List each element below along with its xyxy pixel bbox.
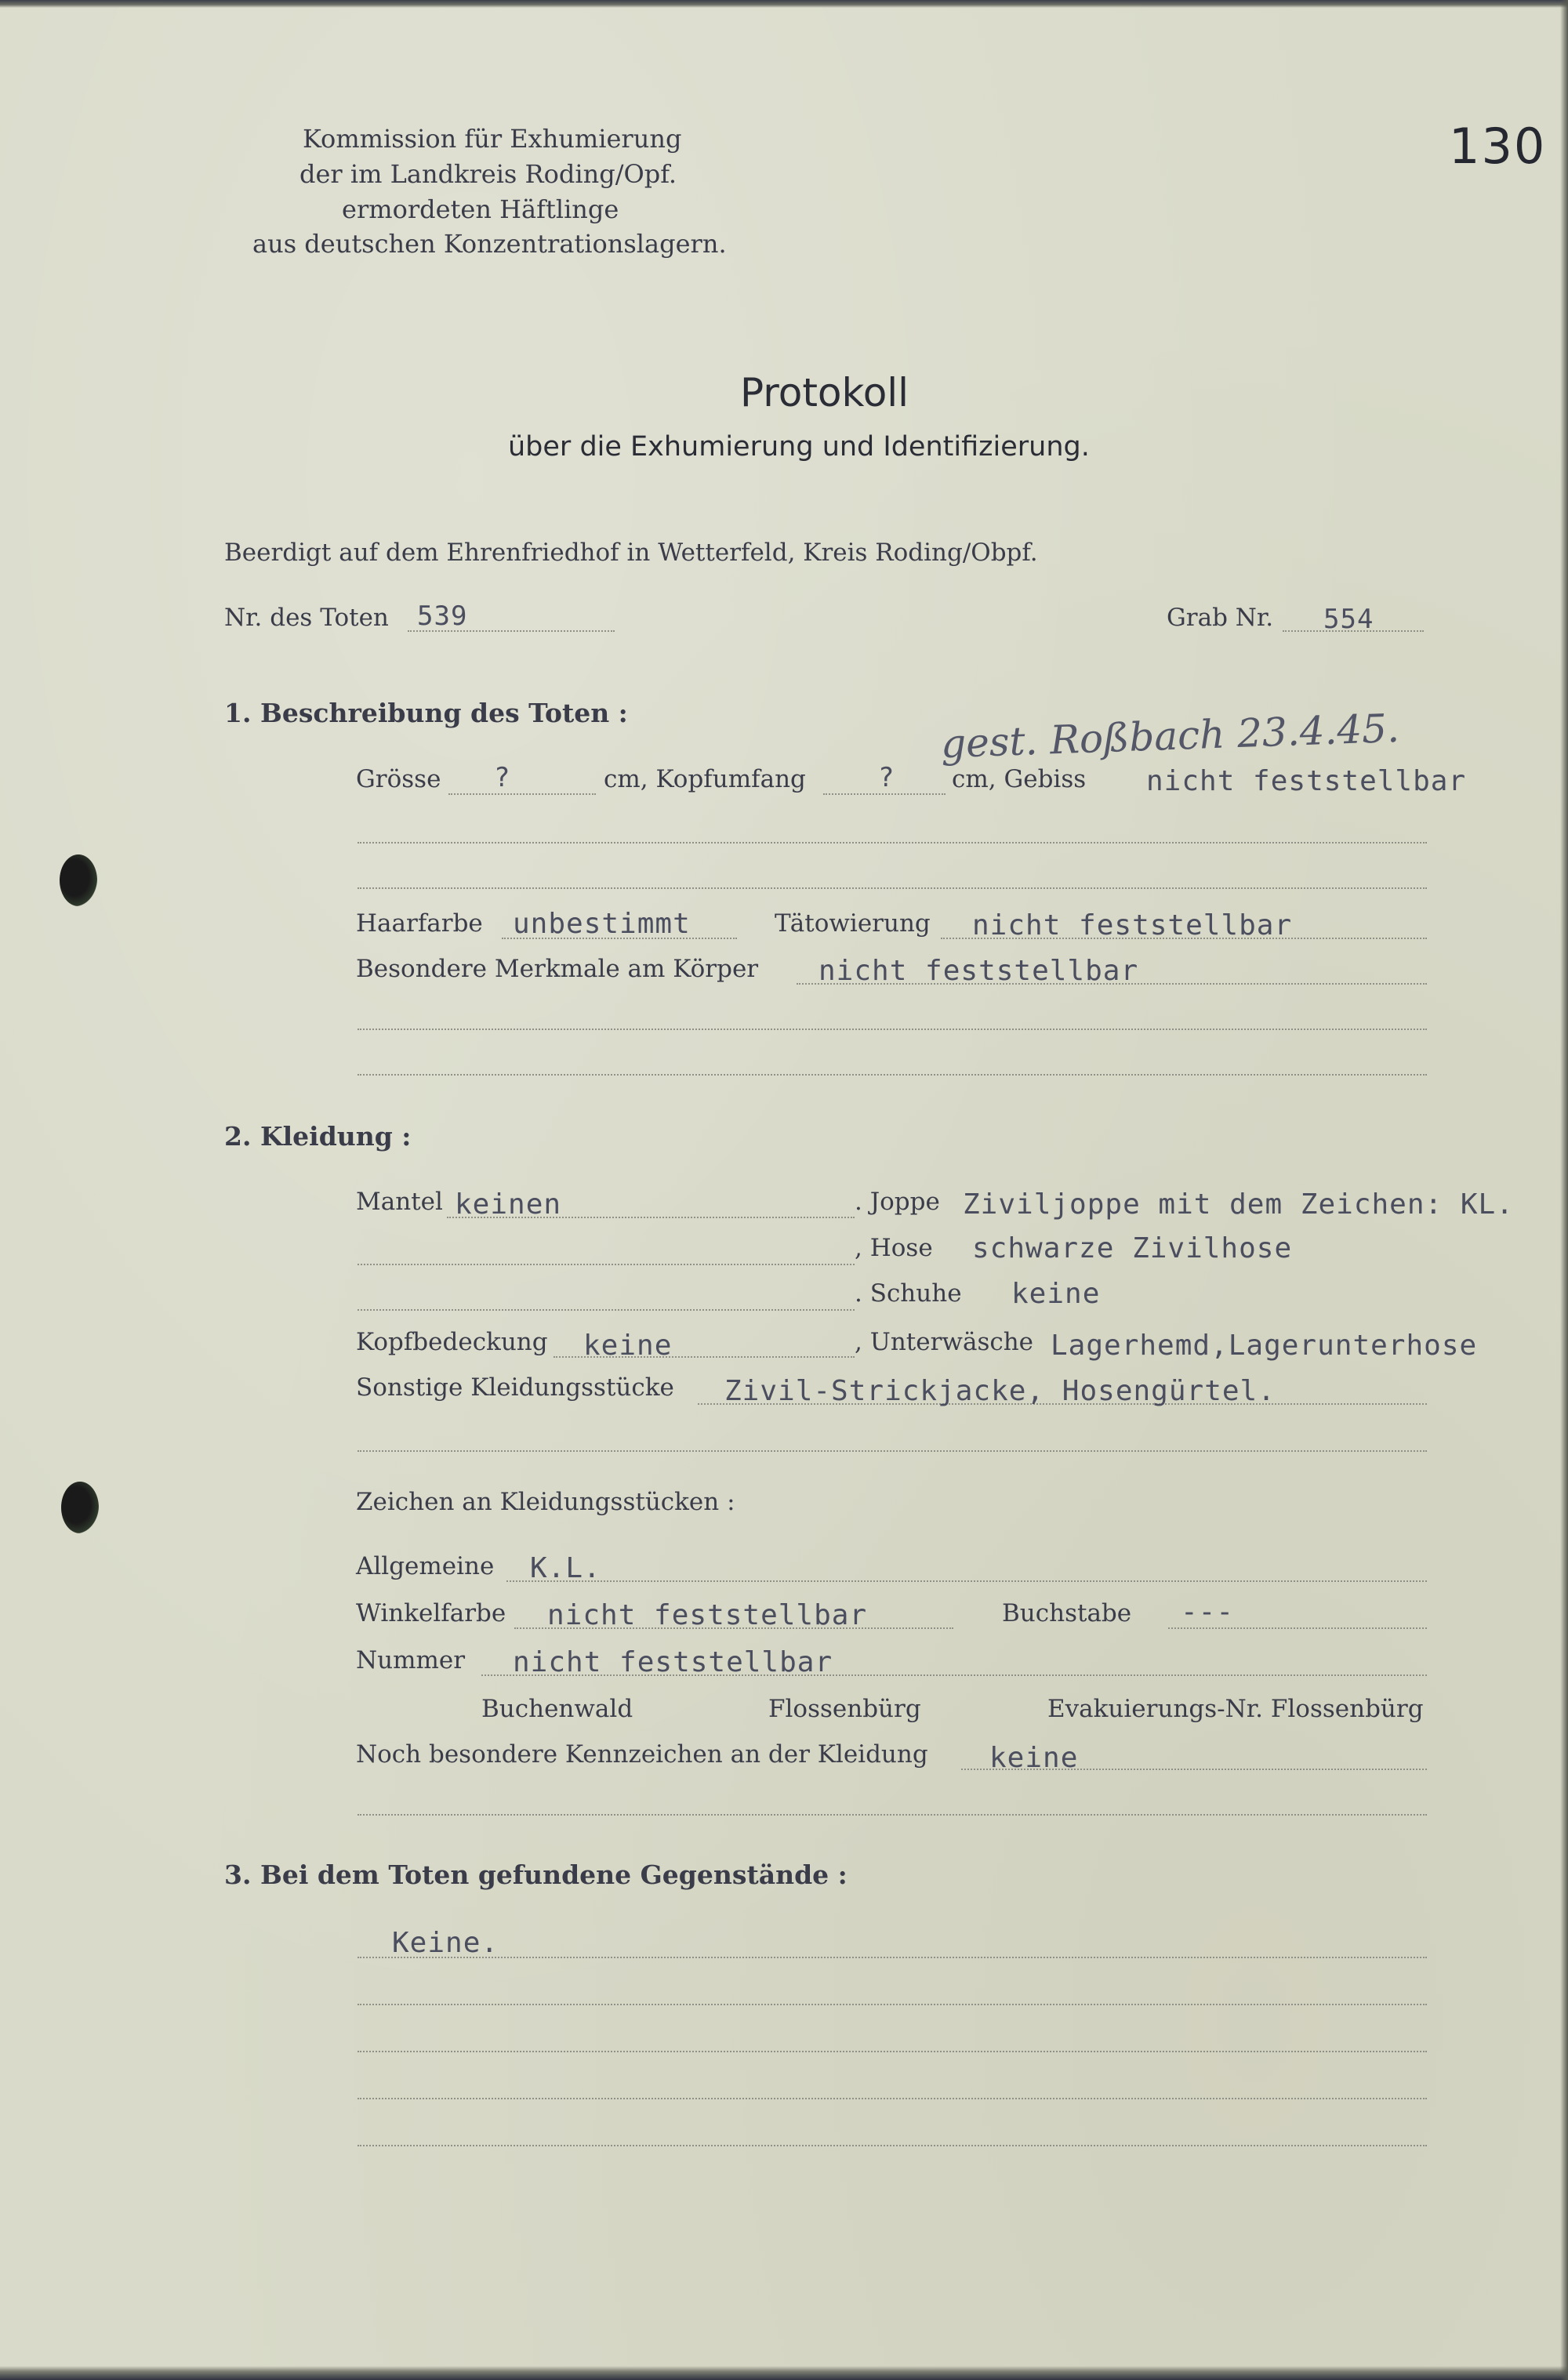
merkmale-value: nicht feststellbar [818,955,1139,987]
blank-line-3 [358,1029,1427,1030]
section-1-heading: 1. Beschreibung des Toten : [224,698,628,728]
joppe-label: . Joppe [855,1188,940,1216]
scan-edge-bottom [0,2366,1568,2380]
commission-line-1: Kommission für Exhumierung [303,124,682,154]
evakuierung-label: Evakuierungs-Nr. Flossenbürg [1047,1695,1424,1723]
hose-blank-line [358,1264,855,1265]
burial-location: Beerdigt auf dem Ehrenfriedhof in Wetterfeld, Kreis Roding/Obpf. [224,539,1038,567]
kopfbedeckung-value: keine [583,1330,673,1362]
taetowierung-label: Tätowierung [775,909,931,938]
allgemeine-line [506,1580,1427,1582]
gegenstaende-line-4 [358,2098,1427,2099]
buchstabe-value: --- [1181,1596,1235,1628]
gebiss-value: nicht feststellbar [1146,765,1467,797]
noch-kennzeichen-label: Noch besondere Kennzeichen an der Kleidung [356,1740,928,1769]
blank-line-4 [358,1074,1427,1076]
blank-line-5 [358,1450,1427,1452]
buchenwald-label: Buchenwald [481,1695,633,1723]
handwritten-death-note: gest. Roßbach 23.4.45. [940,705,1400,767]
schuhe-label: . Schuhe [855,1279,962,1308]
page-number: 130 [1449,118,1547,175]
mantel-label: Mantel [356,1188,443,1216]
winkelfarbe-label: Winkelfarbe [356,1599,506,1627]
haarfarbe-label: Haarfarbe [356,909,483,938]
commission-line-4: aus deutschen Konzentrationslagern. [252,229,727,259]
hose-label: , Hose [855,1234,933,1262]
kopfbedeckung-label: Kopfbedeckung [356,1328,548,1356]
grab-nr-value: 554 [1323,604,1374,635]
gegenstaende-line-3 [358,2051,1427,2052]
taetowierung-value: nicht feststellbar [972,909,1293,941]
nummer-value: nicht feststellbar [513,1646,833,1678]
allgemeine-value: K.L. [530,1552,601,1584]
groesse-line [448,793,596,795]
mantel-value: keinen [455,1188,562,1221]
merkmale-label: Besondere Merkmale am Körper [356,955,759,983]
schuhe-blank-line [358,1309,855,1311]
sonstige-label: Sonstige Kleidungsstücke [356,1373,674,1402]
hose-value: schwarze Zivilhose [972,1232,1293,1264]
page-subtitle: über die Exhumierung und Identifizierung. [508,431,1090,463]
gegenstaende-line-1 [358,1957,1427,1958]
groesse-label: Grösse [356,765,441,793]
kopfumfang-value: ? [878,762,895,793]
section-3-heading: 3. Bei dem Toten gefundene Gegenstände : [224,1859,848,1890]
winkelfarbe-value: nicht feststellbar [547,1599,868,1631]
unterwaesche-label: , Unterwäsche [855,1328,1034,1356]
gegenstaende-line-5 [358,2145,1427,2146]
page-title: Protokoll [740,370,909,415]
haarfarbe-value: unbestimmt [513,908,691,940]
blank-line-1 [358,842,1427,844]
gegenstaende-line-2 [358,2004,1427,2005]
sonstige-value: Zivil-Strickjacke, Hosengürtel. [724,1375,1276,1407]
groesse-value: ? [494,762,511,793]
blank-line-2 [358,887,1427,889]
gebiss-label: cm, Gebiss [952,765,1087,793]
gegenstaende-value: Keine. [392,1927,499,1959]
scan-edge-right [1560,0,1568,2380]
punch-hole-lower [61,1482,99,1533]
scan-edge-top [0,0,1568,8]
nr-toten-value: 539 [417,600,468,632]
buchstabe-label: Buchstabe [1002,1599,1132,1627]
kopfumfang-line [823,793,946,795]
nr-toten-label: Nr. des Toten [224,604,389,632]
joppe-value: Ziviljoppe mit dem Zeichen: KL. [963,1188,1514,1221]
punch-hole-upper [60,854,97,906]
commission-line-2: der im Landkreis Roding/Opf. [299,159,677,189]
schuhe-value: keine [1011,1278,1101,1310]
section-2-heading: 2. Kleidung : [224,1121,412,1152]
nummer-label: Nummer [356,1646,466,1674]
flossenbuerg-label: Flossenbürg [768,1695,921,1723]
kopfumfang-label: cm, Kopfumfang [604,765,806,793]
noch-kennzeichen-value: keine [989,1742,1079,1774]
unterwaesche-value: Lagerhemd,Lagerunterhose [1051,1330,1478,1362]
grab-nr-label: Grab Nr. [1167,604,1274,632]
commission-line-3: ermordeten Häftlinge [342,194,619,224]
allgemeine-label: Allgemeine [356,1552,495,1580]
blank-line-6 [358,1814,1427,1816]
zeichen-label: Zeichen an Kleidungsstücken : [356,1488,735,1516]
